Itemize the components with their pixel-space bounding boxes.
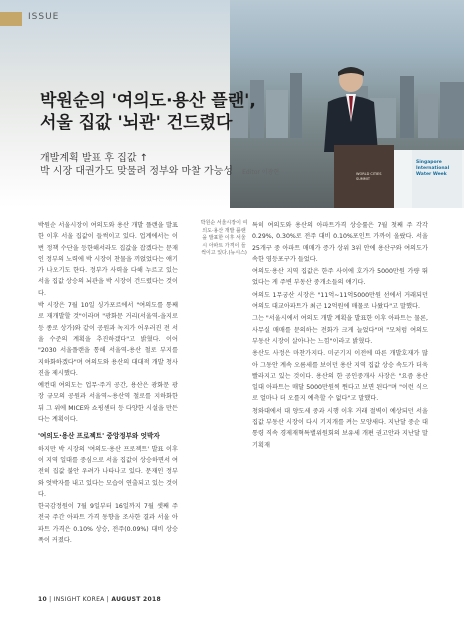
paragraph: 박원순 서울시장이 여의도와 용산 개발 플랜을 발표한 이후 서울 집값이 들썩이고 있다. 업계에서는 이번 정책 수단을 등한해서라도 집값을 잡겠다는 문재인 정부의 노력에 박 시장이 찬물을 끼얹었다는 얘기가 나오기도 한다. 정부가 사력을 다해 누르고 있는 서울 집값 상승의 뇌관을 박 시장이 건드렸다는 것이다. [38,222,178,297]
paragraph: 여의도·용산 지역 집값은 한주 사이에 호가가 5000만원 가량 뛰었다는 게 주변 부동산 중개소들의 얘기다. [252,268,428,287]
banner-text-water-week: Singapore International Water Week [416,160,450,177]
headline-line-1: 박원순의 '여의도·용산 플랜', [40,91,256,111]
footer-separator: | [49,596,54,603]
section-subheading: '여의도·용산 프로젝트' 중앙정부와 엇박자 [38,432,160,441]
paragraph: 박 시장은 7월 10일 싱가포르에서 "여의도를 통째로 재개발할 것"이라며 "광화문 거리(서울역-을지로 등 종로 상가)와 같이 공원과 녹지가 어우러진 전 서울 수준의 계획을 추진하겠다"고 밝혔다. 이어 "2030 서울플랜을 통해 서울역-용산 철로 부지를 지하화하겠다"며 여의도와 용산의 대대적 개발 청사진을 제시했다. [38,302,178,377]
article-headline [40,90,300,134]
paragraph: 특히 여의도와 용산의 아파트가격 상승률은 7월 첫째 주 각각 0.29%, 0.30%로 전주 대비 0.10%포인트 가까이 올랐다. 서울 25개구 중 아파트 매매가 증가 상위 3위 안에 용산구와 여의도가 속한 영등포구가 들었다. [252,222,428,263]
page-footer [38,596,161,603]
paragraph: 하지만 박 시장의 '여의도·용산 프로젝트' 발표 이후 이 지역 일대를 중심으로 서울 집값이 상승하면서 여전히 집값 불안 우려가 나타나고 있다. 문재인 정부와 엇박자를 내고 있다는 모습이 연출되고 있는 것이다. [38,445,178,498]
issue-date: AUGUST 2018 [111,596,161,603]
section-label: ISSUE [28,12,60,22]
paragraph: 그는 "서울시에서 여의도 개발 계획을 발표한 이후 아파트는 물론, 사무실 매매를 문의하는 전화가 크게 늘었다"며 "모처럼 여의도 부동산 시장이 살아나는 느낌"이라고 밝혔다. [252,315,428,345]
speaker-figure [316,62,386,152]
page-number: 10 [38,596,47,603]
paragraph: 여의도 1무궁산 시장은 "11억~11억5000만원 선에서 거래되던 여의도 대교아파트가 최근 12억원에 매물로 나왔다"고 말했다. [252,291,428,311]
event-banner-logo-area [412,150,462,208]
article-column-left [38,220,178,547]
paragraph: 예컨대 여의도는 업무·주거 공간, 용산은 광화문 광장 규모의 공원과 서울역~용산역 철로를 지하화한 뒤 그 위에 MICE와 쇼핑센터 등 다양한 시설을 만든다는 계획이다. [38,382,178,424]
editor-credit: Editor 이광현 [242,169,280,176]
subtitle-line-1: 개발계획 발표 후 집값 ↑ [40,153,149,164]
headline-line-2: 서울 집값 '뇌관' 건드렸다 [40,113,233,133]
subtitle-line-2: 박 시장 대권가도 맞물려 정부와 마찰 가능성 [40,166,233,177]
article-column-right [252,220,428,452]
paragraph: 용산도 사정은 마찬가지다. 미군기지 이전에 따른 개발호재가 많아 그동안 계속 오름세를 보이던 용산 지역 집값 상승 속도가 더욱 빨라지고 있는 것이다. 용산의 한 공인중개사 사장은 "요즘 용산 일대 아파트는 매달 5000만원씩 뛴다고 보면 된다"며 "이런 식으로 얼마나 더 오를지 예측할 수 없다"고 말했다. [252,350,428,403]
photo-caption: 박원순 서울시장이 여의도·용산 개발 플랜을 발표한 이후 서울시 아파트 가격이 들썩이고 있다.(뉴시스) [200,220,248,256]
paragraph: 한국감정원이 7월 9일부터 16일까지 7월 셋째 주 전국 주간 아파트 가격 동향을 조사한 결과 서울 아파트 가격은 0.10% 상승, 전주(0.09%) 대비 상승폭이 커졌다. [38,503,178,545]
banner-text-summit: WORLD CITIES SUMMIT [356,172,382,181]
hero-section [0,0,464,208]
paragraph: 청와대에서 대 양도세 중과 시행 이후 거래 절벽이 예상되던 서울 집값 부동산 시장이 다시 기지개를 켜는 모양새다. 지난달 중순 대통령 직속 경제재혁특별위원회의 보유세 개편 권고안과 지난달 말 기획재 [252,407,428,449]
issue-marker [0,12,22,26]
article-subtitle [40,152,279,179]
magazine-name: INSIGHT KOREA [53,596,105,603]
footer-separator: | [106,596,112,603]
